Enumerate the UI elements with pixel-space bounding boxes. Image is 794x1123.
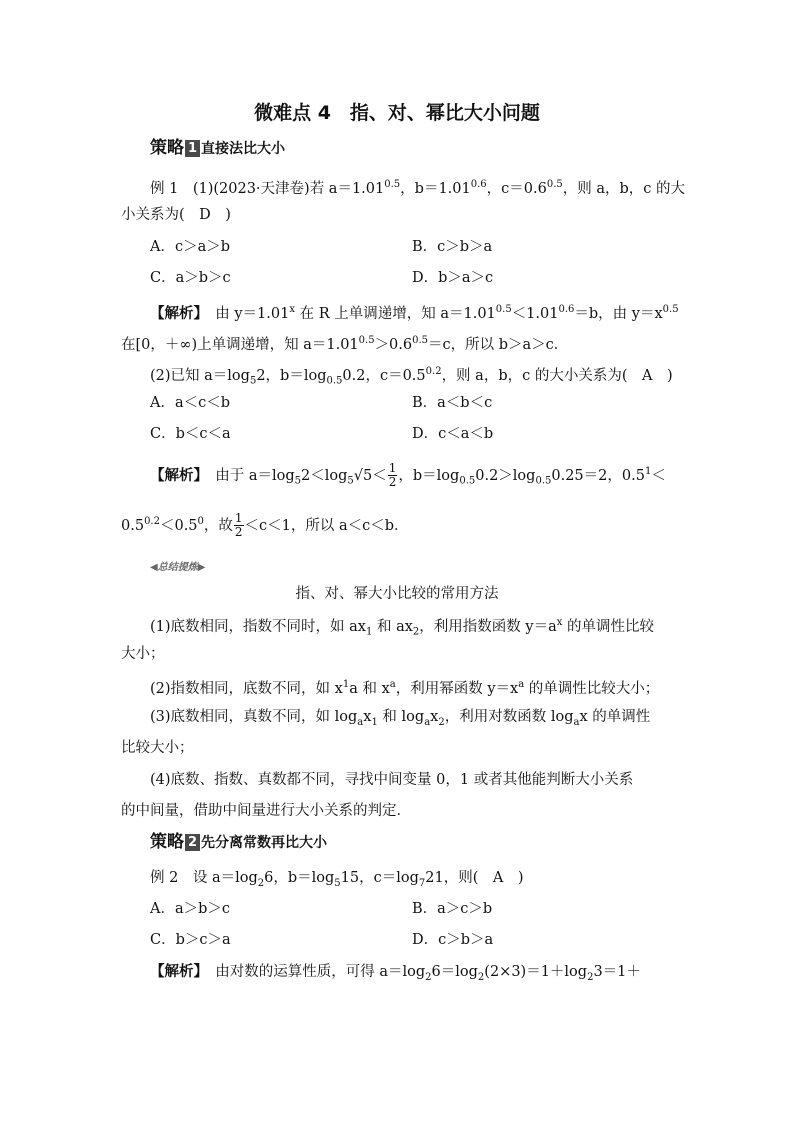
option-c: C．a＞b＞c: [150, 270, 231, 286]
strategy-2-heading: [150, 832, 327, 853]
option-a-2: A．a＜c＜b: [150, 395, 231, 411]
strategy-label: 策略: [150, 138, 184, 158]
strategy-label: 策略: [150, 832, 184, 852]
analysis-label: 【解析】: [150, 305, 201, 322]
option-d-3: D．c＞b＞a: [412, 932, 494, 948]
strategy-1-heading: [150, 138, 285, 159]
option-d-2: D．c＜a＜b: [412, 426, 494, 442]
fraction-one-half: $\frac{1}{2}$: [234, 511, 243, 540]
page-title: 微难点 4 指、对、幂比大小问题: [254, 102, 540, 124]
option-c-3: C．b＞c＞a: [150, 932, 231, 948]
summary-tag: ◀总结提炼▶: [150, 562, 206, 573]
summary-item-4: (4)底数、指数、真数都不同，寻找中间变量 0，1 或者其他能判断大小关系: [150, 772, 634, 788]
option-b: B．c＞b＞a: [412, 239, 493, 255]
summary-item-3-cont: 比较大小；: [121, 740, 194, 756]
option-d: D．b＞a＞c: [412, 270, 494, 286]
summary-item-3: (3)底数相同，真数不同，如 $\log_ax_1$ 和 $\log_ax_2$，利用对数函数 $\log_ax$ 的单调性: [150, 709, 651, 728]
summary-heading: 指、对、幂大小比较的常用方法: [295, 586, 499, 602]
option-a-3: A．a＞b＞c: [150, 901, 231, 917]
option-a: A．c＞a＞b: [150, 239, 231, 255]
example-1-line-2: 小关系为( D ): [121, 207, 231, 223]
summary-item-1: (1)底数相同，指数不同时，如 $ax_1$ 和 $ax_2$，利用指数函数 $y=a^x$ 的单调性比较: [150, 617, 654, 638]
summary-item-4-cont: 的中间量，借助中间量进行大小关系的判定．: [121, 803, 411, 819]
strategy-number-badge: 1: [185, 140, 200, 157]
option-b-2: B．a＜b＜c: [412, 395, 493, 411]
analysis-2-line-1: 【解析】 由于 $a=\log_52<\log_5√5<$ $\frac{1}{2}$ ，$b=\log_{0.5}0.2>\log_{0.5}0.25=2$，$0.5^1<$: [150, 461, 666, 490]
summary-item-2: (2)指数相同，底数不同，如 $x^1a$ 和 $x^a$，利用幂函数 $y=x^a$ 的单调性比较大小；: [150, 679, 660, 697]
strategy-name: 直接法比大小: [201, 141, 285, 157]
analysis-label: 【解析】: [150, 467, 201, 484]
analysis-1-line-2: 在[0，＋∞)上单调递增，知 $a=1.01^{0.5}>0.6^{0.5}=c$，所以 b＞a＞c．: [121, 335, 569, 353]
example-2-line-1: 例 2 设 $a=\log_26$，$b=\log_515$，$c=\log_721$，则( A ): [150, 870, 524, 889]
analysis-1-line-1: 【解析】 由 $y=1.01^x$ 在 R 上单调递增，知 $a=1.01^{0.5}<1.01^{0.6}=b$，由 $y=x^{0.5}$: [150, 304, 679, 322]
option-c-2: C．b＜c＜a: [150, 426, 231, 442]
strategy-name: 先分离常数再比大小: [201, 835, 327, 851]
analysis-3-line-1: 【解析】 由对数的运算性质，可得 $a=\log_26=\log_2(2\times 3)=1+\log_23=1+$: [150, 964, 641, 983]
analysis-label: 【解析】: [150, 964, 201, 980]
fraction-one-half: $\frac{1}{2}$: [388, 461, 397, 490]
strategy-number-badge: 2: [185, 834, 200, 851]
summary-item-1-cont: 大小；: [121, 646, 165, 662]
example-1-part-2: (2)已知 $a=\log_52$，$b=\log_{0.5}0.2$，$c=0.5^{0.2}$，则 a，b，c 的大小关系为( A ): [150, 366, 673, 387]
analysis-2-line-2: $0.5^{0.2}<0.5^0$，故 $\frac{1}{2}$ ＜c＜1，所以 a＜c＜b．: [121, 511, 409, 540]
example-1-line-1: 例 1 (1)(2023·天津卷)若 $a=1.01^{0.5}$，$b=1.01^{0.6}$，$c=0.6^{0.5}$，则 a，b，c 的大: [150, 179, 685, 197]
option-b-3: B．a＞c＞b: [412, 901, 493, 917]
